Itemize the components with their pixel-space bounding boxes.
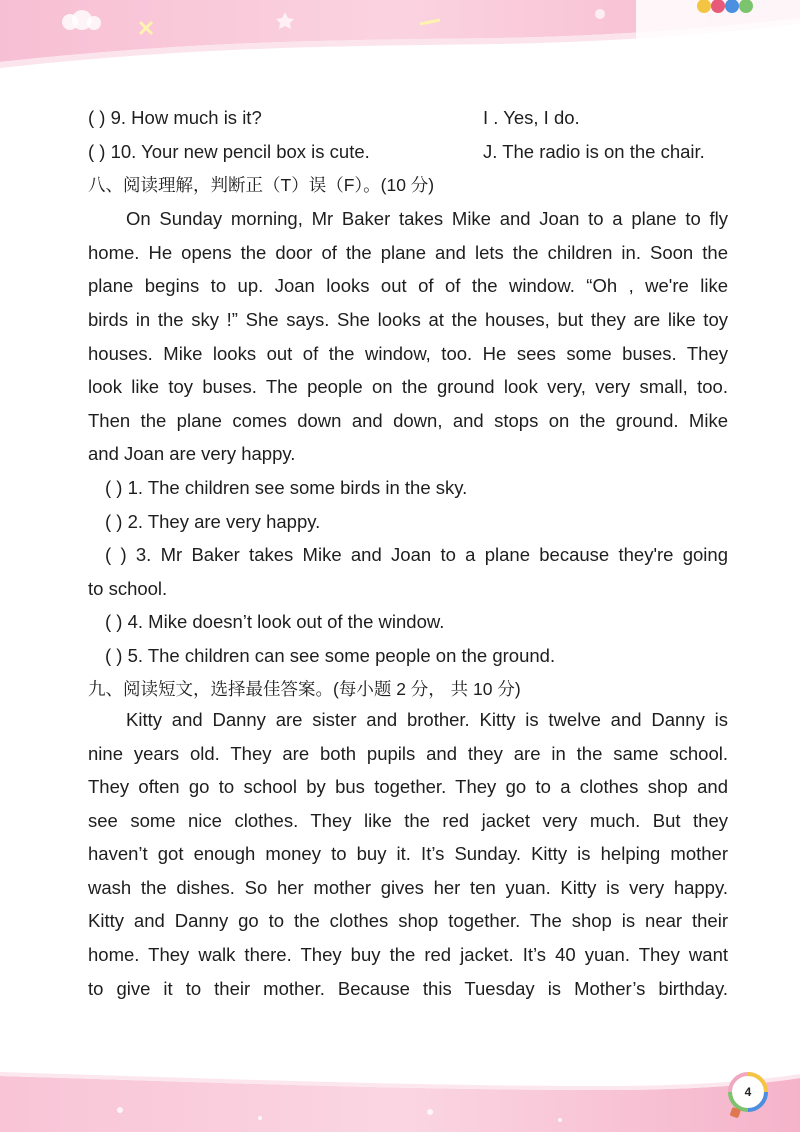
matching-option-j: J. The radio is on the chair. [483,141,705,162]
passage-1-line: Then the plane comes down and down, and stops on the ground. Mike [88,410,728,431]
passage-2-line: nine years old. They are both pupils and they are in the same school. [88,743,728,764]
passage-2-line: They often go to school by bus together. They go to a clothes shop and [88,776,728,797]
tf-question-4: ( ) 4. Mike doesn’t look out of the window. [105,611,445,632]
matching-item-9: ( ) 9. How much is it? [88,107,262,128]
matching-option-i: I . Yes, I do. [483,107,580,128]
tf-question-1: ( ) 1. The children see some birds in the sky. [105,477,468,498]
passage-1-line: plane begins to up. Joan looks out of of the window. “Oh , we're like [88,275,728,296]
page-number-badge [728,1072,768,1112]
passage-2-line: to give it to their mother. Because this Tuesday is Mother’s birthday. [88,978,728,999]
passage-2-line: home. They walk there. They buy the red jacket. It’s 40 yuan. They want [88,944,728,965]
passage-2-line: haven’t got enough money to buy it. It’s Sunday. Kitty is helping mother [88,843,728,864]
tf-question-5: ( ) 5. The children can see some people on the ground. [105,645,556,666]
page-number: 4 [744,1085,752,1099]
passage-1-line: houses. Mike looks out of the window, too. He sees some buses. They [88,343,728,364]
passage-1-line: and Joan are very happy. [88,443,296,464]
passage-1-line: look like toy buses. The people on the ground look very, very small, too. [88,376,728,397]
tf-question-3: ( ) 3. Mr Baker takes Mike and Joan to a plane because they're going [105,544,728,565]
section-9-heading: 九、阅读短文，选择最佳答案。(每小题 2 分， 共 10 分) [88,679,521,699]
passage-2-line: Kitty and Danny are sister and brother. Kitty is twelve and Danny is [126,709,728,730]
passage-1-line: birds in the sky !” She says. She looks at the houses, but they are like toy [88,309,728,330]
header-decoration [0,0,800,70]
passage-1-line: On Sunday morning, Mr Baker takes Mike and Joan to a plane to fly [126,208,728,229]
passage-1-line: home. He opens the door of the plane and lets the children in. Soon the [88,242,728,263]
passage-2-line: see some nice clothes. They like the red jacket very much. But they [88,810,728,831]
tf-question-3-cont: to school. [88,578,168,599]
passage-2-line: wash the dishes. So her mother gives her ten yuan. Kitty is very happy. [88,877,728,898]
tf-question-2: ( ) 2. They are very happy. [105,511,321,532]
passage-2-line: Kitty and Danny go to the clothes shop together. The shop is near their [88,910,728,931]
matching-item-10: ( ) 10. Your new pencil box is cute. [88,141,370,162]
section-8-heading: 八、阅读理解，判断正（T）误（F）。(10 分) [88,175,435,195]
footer-decoration [0,1068,800,1132]
